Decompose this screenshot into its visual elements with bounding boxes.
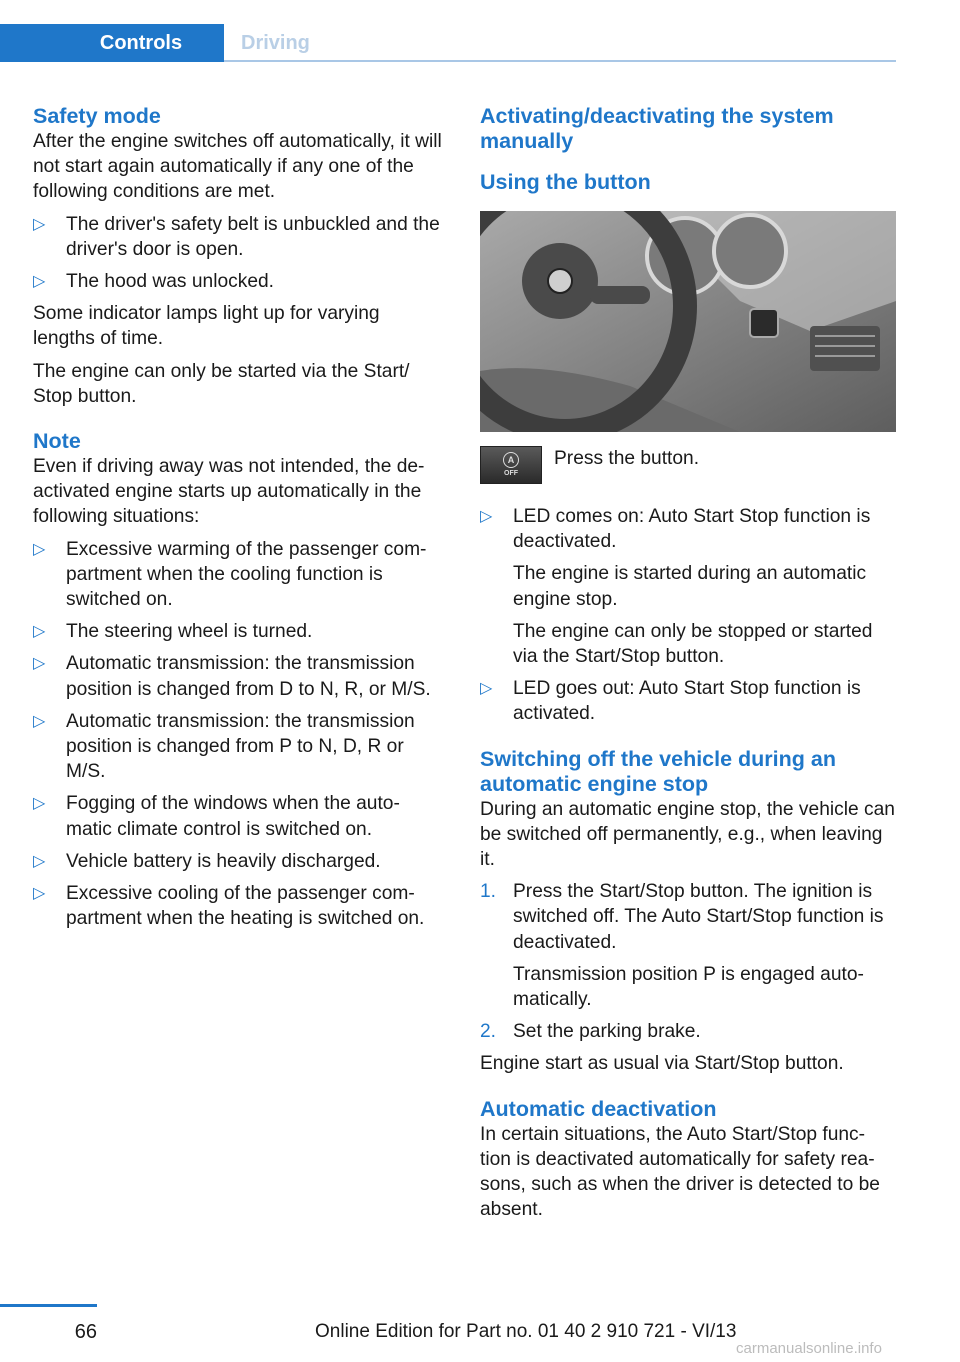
header-tabs bbox=[0, 24, 896, 62]
footer-divider bbox=[0, 1304, 97, 1307]
left-column bbox=[33, 104, 443, 938]
list-item: ▷ LED goes out: Auto Start Stop function is activated. bbox=[480, 678, 861, 725]
list-item: ▷ LED comes on: Auto Start Stop function is deactivated. The engine is started during an automatic engine stop. The engine can only be stopped or started via the Start/Stop button. bbox=[480, 506, 873, 668]
bullet-triangle-icon: ▷ bbox=[33, 885, 46, 903]
list-item: ▷ The steering wheel is turned. bbox=[33, 619, 443, 644]
tab-driving[interactable]: Driving bbox=[241, 31, 310, 54]
engine-start-text: Engine start as usual via Start/Stop button. bbox=[480, 1053, 844, 1075]
note-heading: Note bbox=[33, 429, 81, 454]
switch-off-heading: Switching off the vehicle during an automatic engine stop bbox=[480, 746, 836, 796]
list-item: 1. Press the Start/Stop button. The ignition is switched off. The Auto Start/Stop function is deactivated. Transmission position P is engaged auto‐ matically. bbox=[480, 881, 884, 1011]
bullet-triangle-icon: ▷ bbox=[33, 852, 46, 870]
note-situations-list bbox=[33, 537, 443, 932]
bullet-triangle-icon: ▷ bbox=[33, 623, 46, 641]
safety-mode-heading: Safety mode bbox=[33, 104, 161, 128]
list-item: ▷ Excessive cooling of the passenger com‐ partment when the heating is switched on. bbox=[33, 883, 425, 930]
list-item: ▷ Excessive warming of the passenger com‐ partment when the cooling function is switched on. bbox=[33, 538, 427, 611]
bullet-triangle-icon: ▷ bbox=[33, 712, 46, 730]
bullet-triangle-icon: ▷ bbox=[480, 508, 493, 525]
automatic-deactivation-text: In certain situations, the Auto Start/Stop func‐ tion is deactivated automatically for safety rea‐ sons, such as when the driver is detected to be absent. bbox=[480, 1123, 880, 1221]
list-item: ▷ The driver's safety belt is unbuckled and the driver's door is open. bbox=[33, 213, 440, 260]
safety-paragraph: The engine can only be started via the Start/ Stop button. bbox=[33, 360, 410, 407]
safety-intro: After the engine switches off automatically, it will not start again automatically if any one of the following conditions are met. bbox=[33, 131, 442, 203]
automatic-deactivation-heading: Automatic deactivation bbox=[480, 1096, 717, 1121]
list-item: ▷ Automatic transmission: the transmission position is changed from D to N, R, or M/S. bbox=[33, 653, 431, 700]
cockpit-photo bbox=[480, 211, 896, 432]
steering-wheel-illustration bbox=[480, 211, 896, 432]
manual-heading: Activating/deactivating the system manually bbox=[480, 104, 834, 153]
using-button-heading: Using the button bbox=[480, 170, 651, 194]
bullet-triangle-icon: ▷ bbox=[33, 655, 46, 673]
bullet-triangle-icon: ▷ bbox=[33, 273, 46, 291]
list-item: ▷ Vehicle battery is heavily discharged. bbox=[33, 849, 443, 874]
tab-controls[interactable]: Controls bbox=[0, 24, 224, 62]
bullet-triangle-icon: ▷ bbox=[480, 680, 493, 698]
online-edition-text: Online Edition for Part no. 01 40 2 910 721 - VI/13 bbox=[315, 1321, 737, 1342]
safety-paragraph: Some indicator lamps light up for varying lengths of time. bbox=[33, 303, 380, 350]
page-number: 66 bbox=[74, 1321, 97, 1343]
list-item: ▷ The hood was unlocked. bbox=[33, 269, 443, 294]
press-button-row bbox=[480, 448, 896, 492]
bullet-triangle-icon: ▷ bbox=[33, 795, 46, 813]
list-item: ▷ Fogging of the windows when the auto‐ matic climate control is switched on. bbox=[33, 793, 400, 840]
watermark: carmanualsonline.info bbox=[736, 1340, 882, 1357]
auto-start-stop-symbol: A bbox=[503, 452, 519, 468]
list-item: 2. Set the parking brake. bbox=[480, 1021, 701, 1043]
press-button-text: Press the button. bbox=[554, 448, 700, 469]
list-item: ▷ Automatic transmission: the transmission position is changed from P to N, D, R or M/S. bbox=[33, 710, 415, 783]
switch-off-steps bbox=[480, 879, 896, 1044]
right-column bbox=[480, 104, 896, 1229]
bullet-triangle-icon: ▷ bbox=[33, 215, 46, 233]
switch-off-intro: During an automatic engine stop, the vehicle can be switched off permanently, e.g., when leaving it. bbox=[480, 798, 895, 871]
safety-conditions-list bbox=[33, 212, 443, 295]
auto-start-stop-off-icon: A OFF bbox=[480, 446, 542, 484]
header-divider bbox=[224, 60, 896, 62]
note-intro: Even if driving away was not intended, the de‐ activated engine starts up automatically in the following situations: bbox=[33, 456, 425, 528]
led-status-list bbox=[480, 504, 896, 727]
bullet-triangle-icon: ▷ bbox=[33, 540, 46, 558]
